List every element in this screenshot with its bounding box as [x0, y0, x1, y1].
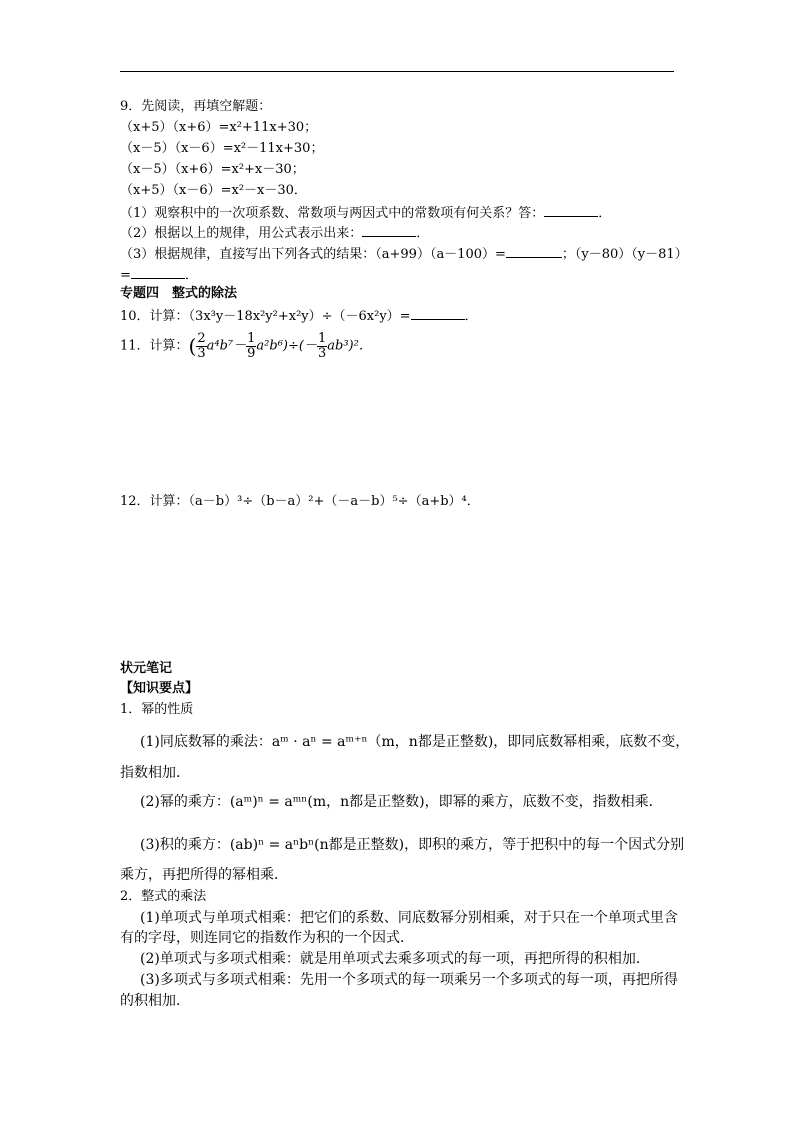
q9-part2-end: ． [416, 226, 430, 241]
q9-part3-text-c: = [120, 268, 131, 283]
topic4-title: 专题四 整式的除法 [120, 286, 238, 301]
rule-2: (2)幂的乘方：(aᵐ)ⁿ = aᵐⁿ(m，n都是正整数)，即幂的乘方，底数不变，指数相乘． [140, 794, 663, 810]
q9-part1 [120, 204, 611, 222]
q9-part1-text: （1）观察积中的一次项系数、常数项与两因式中的常数项有何关系？答： [120, 206, 545, 221]
q11-term3: ab³)²． [327, 338, 372, 354]
q9-eq4: （x+5）（x－6）=x²－x－30． [120, 183, 307, 198]
notes-title: 状元笔记 [120, 661, 173, 676]
q9-title: 9．先阅读，再填空解题： [120, 99, 272, 114]
q9-part3 [120, 245, 688, 263]
q9-part1-blank[interactable] [544, 204, 598, 217]
q12: 12．计算：（a－b）³÷（b－a）²+（－a－b）⁵÷（a+b）⁴． [120, 494, 480, 509]
rule-1b: 指数相加． [120, 765, 190, 781]
q11-open-paren: ( [188, 334, 197, 358]
header-rule [120, 71, 674, 72]
q10-end: ． [464, 309, 478, 324]
q11-fraction-2 [246, 332, 256, 361]
q10-blank[interactable] [411, 307, 465, 320]
q10-text: 10．计算：（3x³y－18x²y²+x²y）÷（－6x²y）= [120, 309, 411, 324]
q9-eq1: （x+5）（x+6）=x²+11x+30； [120, 120, 318, 135]
q11-term1: a⁴b⁷－ [206, 338, 247, 354]
mult-1a: (1)单项式与单项式相乘：把它们的系数、同底数幂分别相乘，对于只在一个单项式里含 [140, 910, 678, 926]
q9-part3-cont [120, 266, 198, 284]
q11 [120, 330, 372, 363]
q11-term2: a²b⁶)÷(－ [256, 338, 317, 354]
q9-part2 [120, 224, 429, 242]
q11-f3-den: 3 [317, 345, 327, 361]
q11-f3-num: 1 [317, 330, 327, 346]
q10 [120, 307, 478, 325]
rule-3a: (3)积的乘方：(ab)ⁿ = aⁿbⁿ(n都是正整数)，即积的乘方，等于把积中的每一个因式分别 [140, 837, 685, 853]
mult-2: (2)单项式与多项式相乘：就是用单项式去乘多项式的每一项，再把所得的积相加． [140, 951, 650, 967]
q11-f2-num: 1 [247, 330, 256, 346]
q9-part3-text-a: （3）根据规律，直接写出下列各式的结果：（a+99）（a－100）= [120, 247, 506, 262]
q9-eq3: （x－5）（x+6）=x²+x－30； [120, 162, 305, 177]
q9-part3-text-b: ；（y－80）（y－81） [561, 247, 688, 262]
notes-heading-1: 1．幂的性质 [120, 702, 194, 717]
q9-part3-blank-b[interactable] [131, 266, 185, 279]
q11-f2-den: 9 [247, 345, 256, 361]
rule-3b: 乘方，再把所得的幂相乘． [120, 867, 288, 883]
mult-3b: 的积相加． [120, 993, 190, 1009]
q9-part3-end: ． [184, 268, 198, 283]
q9-eq2: （x－5）（x－6）=x²－11x+30； [120, 141, 324, 156]
q11-f1-den: 3 [197, 345, 206, 361]
q11-label: 11．计算： [120, 338, 189, 354]
q9-part2-text: （2）根据以上的规律，用公式表示出来： [120, 226, 363, 241]
q11-f1-num: 2 [197, 330, 206, 346]
mult-3a: (3)多项式与多项式相乘：先用一个多项式的每一项乘另一个多项式的每一项，再把所得 [140, 972, 678, 988]
notes-heading-2: 2．整式的乘法 [120, 889, 207, 904]
q9-part3-blank-a[interactable] [506, 245, 562, 258]
q9-part2-blank[interactable] [362, 224, 416, 237]
q9-part1-end: ． [598, 206, 612, 221]
notes-section: 【知识要点】 [120, 681, 199, 696]
q11-fraction-3 [317, 332, 327, 361]
q11-fraction-1 [196, 332, 206, 361]
mult-1b: 有的字母，则连同它的指数作为积的一个因式． [120, 930, 414, 946]
rule-1a: (1)同底数幂的乘法：aᵐ · aⁿ = aᵐ⁺ⁿ（m，n都是正整数)，即同底数幂相乘，底数不变， [140, 734, 690, 750]
